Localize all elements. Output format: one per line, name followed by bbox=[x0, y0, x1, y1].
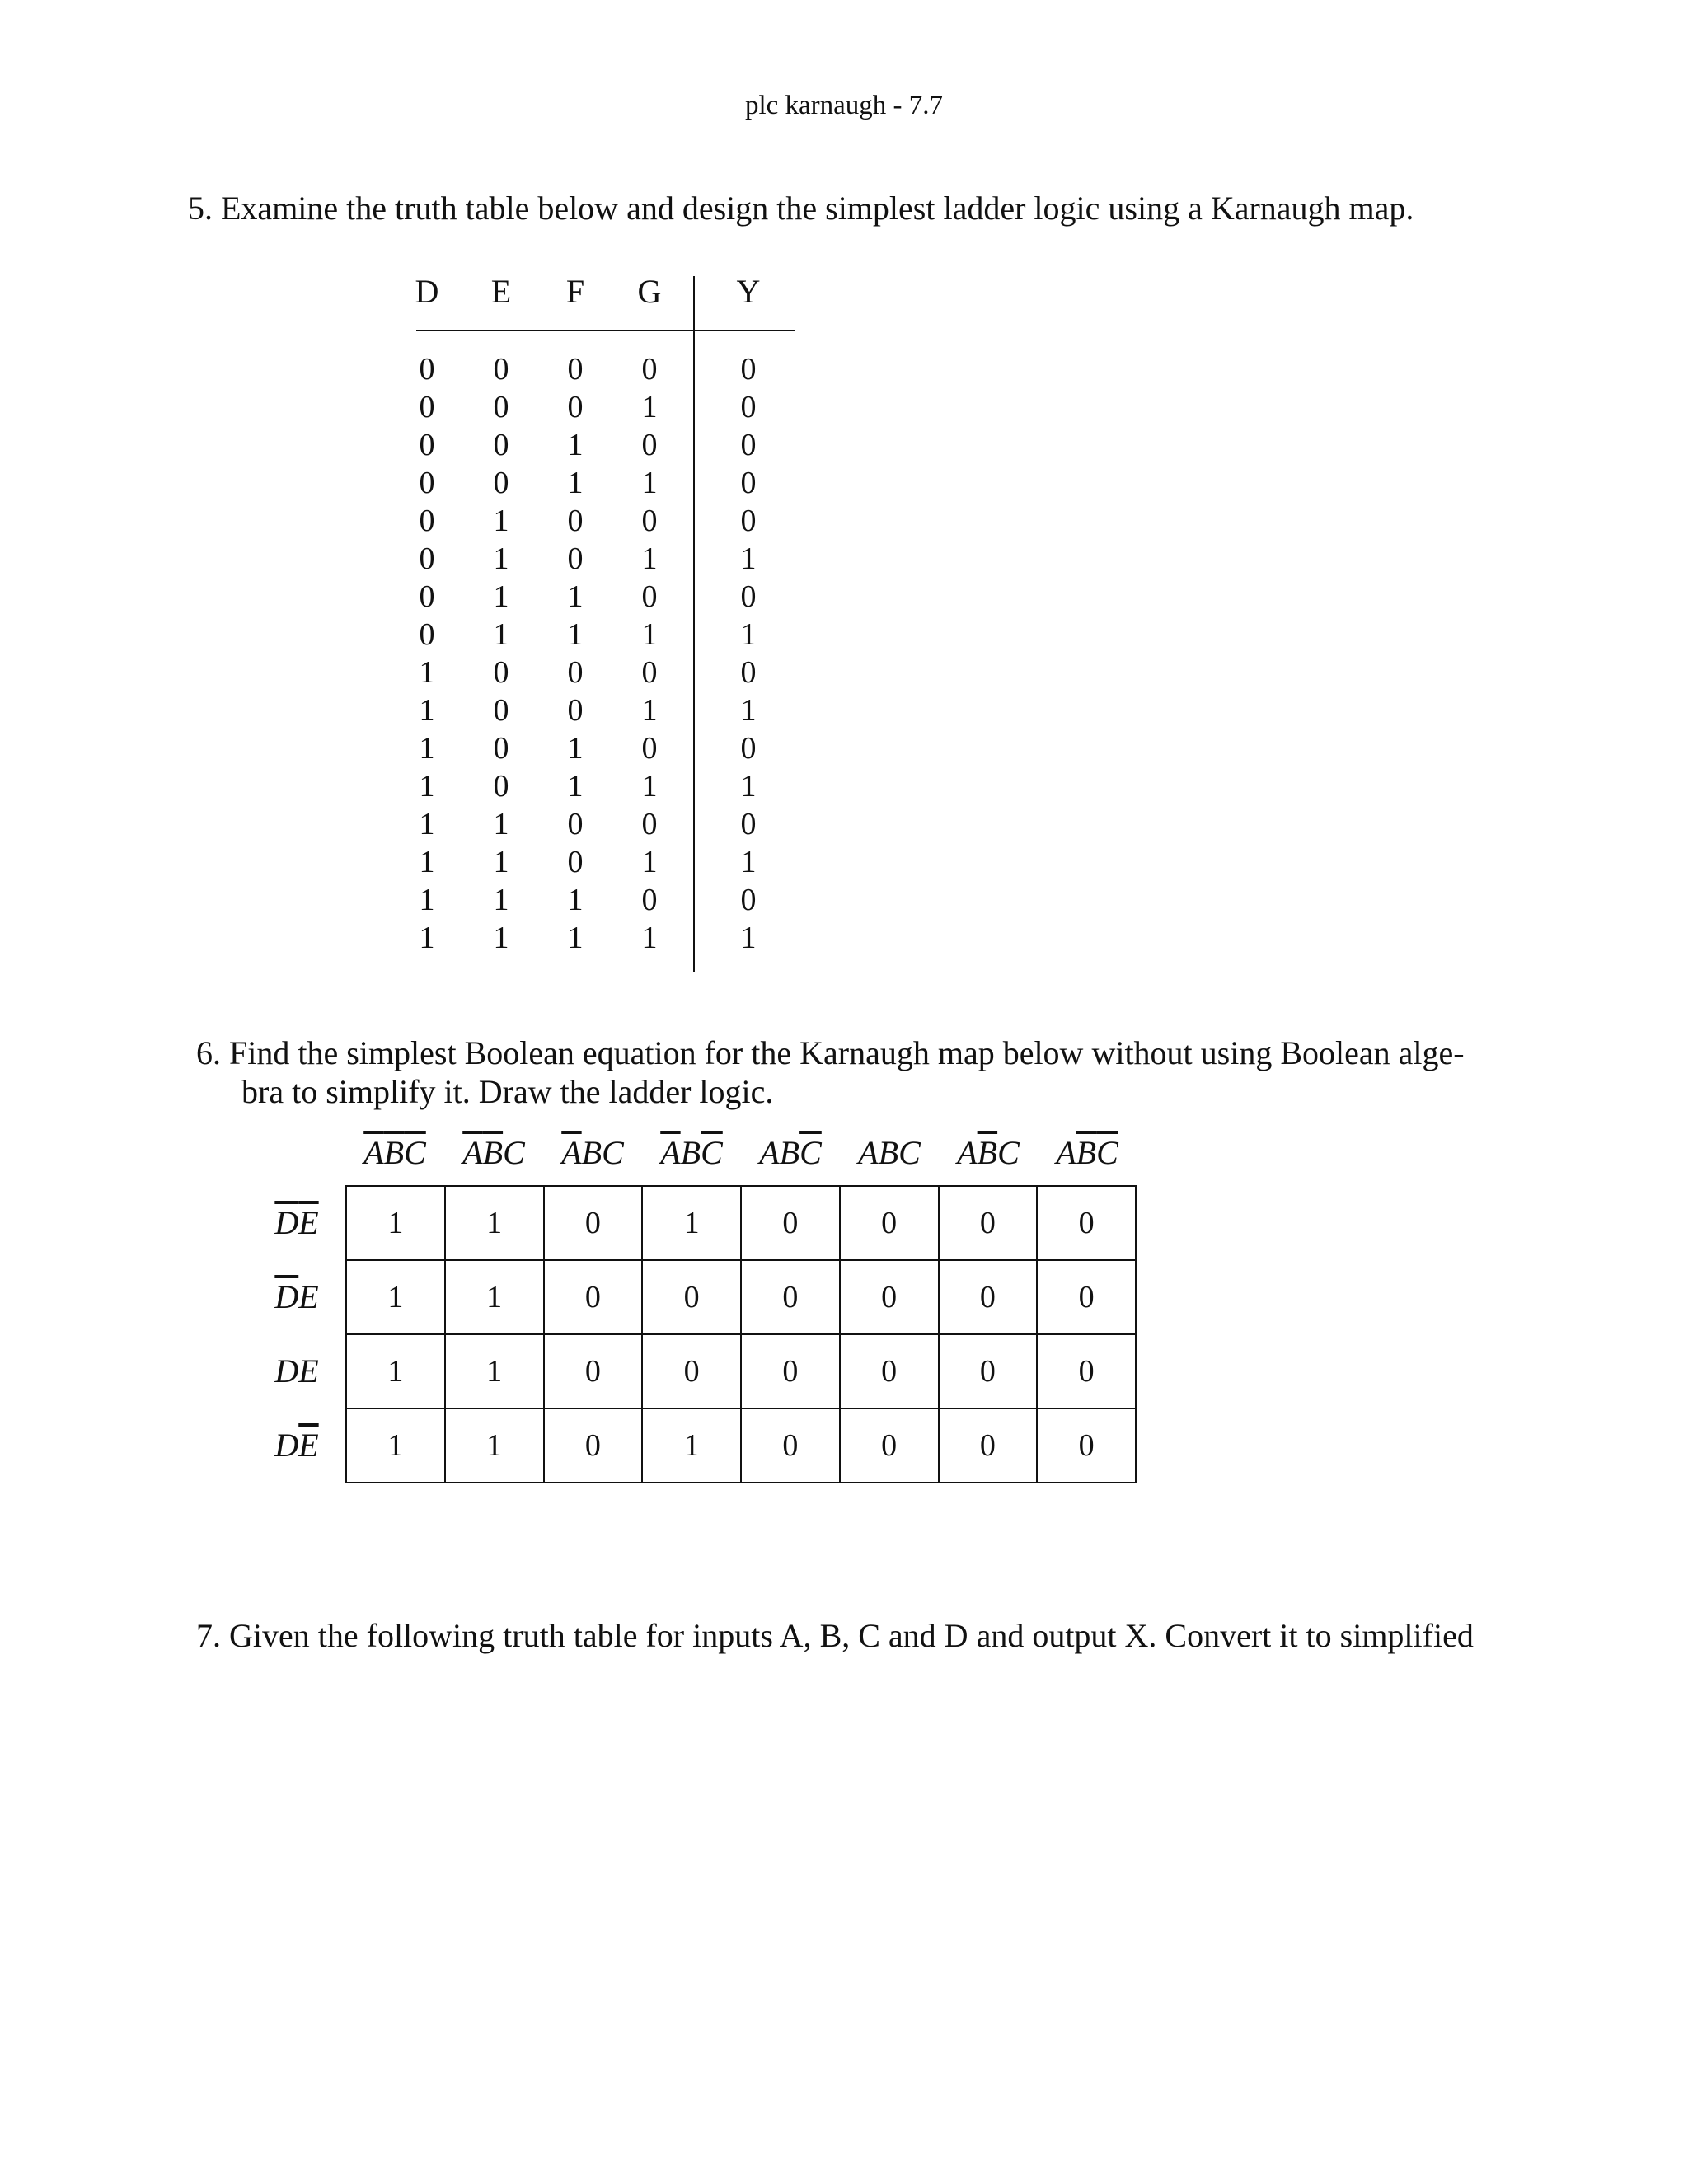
truth-table-cell: 0 bbox=[740, 352, 757, 387]
kmap-cell: 0 bbox=[939, 1260, 1038, 1334]
truth-table-cell: 0 bbox=[493, 655, 509, 690]
truth-table-cell: 0 bbox=[419, 541, 435, 576]
kmap-cell: 0 bbox=[1037, 1334, 1136, 1408]
truth-table-cell: 1 bbox=[567, 617, 584, 652]
truth-table-cell: 0 bbox=[419, 579, 435, 614]
truth-table-cell: 1 bbox=[641, 390, 658, 424]
truth-table-divider-vertical bbox=[693, 276, 695, 972]
kmap-cell: 0 bbox=[544, 1408, 643, 1483]
truth-table-cell: 1 bbox=[740, 845, 757, 879]
literal: $\overline{B}$ bbox=[383, 1134, 405, 1171]
question-7-text: 7. Given the following truth table for inputs A, B, C and D and output X. Convert it to simplified bbox=[196, 1617, 1474, 1654]
truth-table-cell: 0 bbox=[740, 807, 757, 841]
truth-table-cell: 0 bbox=[419, 504, 435, 538]
truth-table-cell: 0 bbox=[567, 390, 584, 424]
truth-table-cell: 0 bbox=[493, 428, 509, 462]
literal: D bbox=[274, 1352, 299, 1390]
literal: B bbox=[581, 1134, 603, 1171]
kmap-cell: 0 bbox=[642, 1260, 741, 1334]
truth-table-cell: 1 bbox=[419, 921, 435, 955]
truth-table-cell: 1 bbox=[419, 693, 435, 728]
truth-table-cell: 0 bbox=[740, 504, 757, 538]
literal: C bbox=[898, 1134, 921, 1171]
truth-table-cell: 0 bbox=[740, 428, 757, 462]
truth-table-cell: 0 bbox=[567, 693, 584, 728]
kmap-row-header bbox=[264, 1277, 330, 1316]
kmap-cell: 0 bbox=[1037, 1408, 1136, 1483]
truth-table-cell: 1 bbox=[493, 579, 509, 614]
truth-table-cell: 0 bbox=[567, 845, 584, 879]
literal: A bbox=[858, 1134, 879, 1171]
kmap-column-header bbox=[840, 1133, 939, 1172]
literal: E bbox=[298, 1352, 319, 1390]
truth-table-cell: 1 bbox=[567, 921, 584, 955]
kmap-cell: 1 bbox=[445, 1260, 544, 1334]
truth-table-cell: 1 bbox=[740, 693, 757, 728]
kmap-cell: 0 bbox=[1037, 1186, 1136, 1260]
truth-table-cell: 0 bbox=[567, 655, 584, 690]
kmap-column-header bbox=[642, 1133, 741, 1172]
kmap-cell: 0 bbox=[840, 1334, 939, 1408]
truth-table-cell: 1 bbox=[641, 769, 658, 804]
truth-table-cell: 1 bbox=[419, 845, 435, 879]
truth-table-cell: 0 bbox=[740, 655, 757, 690]
truth-table-cell: 0 bbox=[493, 769, 509, 804]
kmap-cell: 1 bbox=[642, 1186, 741, 1260]
truth-table-cell: 0 bbox=[641, 883, 658, 917]
truth-table-cell: 1 bbox=[493, 845, 509, 879]
kmap-cell: 0 bbox=[544, 1186, 643, 1260]
truth-table-cell: 1 bbox=[567, 883, 584, 917]
literal: $\overline{D}$ bbox=[274, 1278, 299, 1315]
truth-table-cell: 0 bbox=[641, 807, 658, 841]
truth-table-cell: 0 bbox=[641, 428, 658, 462]
kmap-cell: 0 bbox=[939, 1408, 1038, 1483]
truth-table-cell: 0 bbox=[493, 390, 509, 424]
kmap-cell: 0 bbox=[1037, 1260, 1136, 1334]
literal: C bbox=[602, 1134, 624, 1171]
truth-table-cell: 1 bbox=[493, 807, 509, 841]
literal: $\overline{C}$ bbox=[404, 1134, 426, 1171]
truth-table-cell: 1 bbox=[419, 883, 435, 917]
truth-table-header-g: G bbox=[637, 273, 662, 310]
literal: A bbox=[957, 1134, 978, 1171]
kmap-column-header bbox=[543, 1133, 642, 1172]
kmap-cell: 1 bbox=[445, 1408, 544, 1483]
kmap-cell: 0 bbox=[642, 1334, 741, 1408]
truth-table-header-y: Y bbox=[736, 273, 761, 310]
truth-table-cell: 0 bbox=[641, 731, 658, 766]
kmap-cell: 1 bbox=[642, 1408, 741, 1483]
truth-table-cell: 1 bbox=[740, 769, 757, 804]
kmap-cell: 1 bbox=[445, 1334, 544, 1408]
literal: $\overline{A}$ bbox=[363, 1134, 384, 1171]
literal: A bbox=[1056, 1134, 1076, 1171]
truth-table-cell: 0 bbox=[419, 390, 435, 424]
literal: C bbox=[997, 1134, 1020, 1171]
truth-table-cell: 1 bbox=[493, 921, 509, 955]
truth-table-cell: 1 bbox=[567, 579, 584, 614]
kmap-cell: 0 bbox=[840, 1408, 939, 1483]
truth-table-cell: 1 bbox=[567, 769, 584, 804]
truth-table-cell: 0 bbox=[740, 466, 757, 500]
kmap-cell: 1 bbox=[346, 1334, 445, 1408]
truth-table-cell: 1 bbox=[740, 921, 757, 955]
kmap-cell: 0 bbox=[741, 1260, 840, 1334]
truth-table-cell: 1 bbox=[493, 541, 509, 576]
kmap-cell: 0 bbox=[741, 1186, 840, 1260]
truth-table-cell: 1 bbox=[641, 466, 658, 500]
kmap-cell: 0 bbox=[544, 1260, 643, 1334]
literal: $\overline{A}$ bbox=[561, 1134, 582, 1171]
kmap-cell: 0 bbox=[939, 1334, 1038, 1408]
literal: $\overline{D}$ bbox=[274, 1204, 299, 1241]
truth-table-cell: 1 bbox=[641, 693, 658, 728]
question-6-text-line2: bra to simplify it. Draw the ladder logic. bbox=[241, 1073, 774, 1110]
truth-table-cell: 1 bbox=[641, 617, 658, 652]
literal: E bbox=[298, 1278, 319, 1315]
kmap-row-header bbox=[264, 1352, 330, 1390]
literal: $\overline{C}$ bbox=[799, 1134, 822, 1171]
truth-table-header-e: E bbox=[490, 273, 512, 310]
truth-table-cell: 0 bbox=[567, 352, 584, 387]
kmap-row bbox=[346, 1186, 1136, 1260]
truth-table-cell: 0 bbox=[567, 541, 584, 576]
literal: $\overline{B}$ bbox=[482, 1134, 504, 1171]
truth-table-cell: 1 bbox=[641, 921, 658, 955]
kmap-column-header bbox=[741, 1133, 840, 1172]
kmap-row-header bbox=[264, 1203, 330, 1242]
truth-table-cell: 0 bbox=[740, 390, 757, 424]
truth-table-cell: 1 bbox=[419, 807, 435, 841]
kmap-cell: 1 bbox=[346, 1260, 445, 1334]
karnaugh-map bbox=[345, 1185, 1137, 1483]
truth-table-cell: 1 bbox=[567, 731, 584, 766]
truth-table-cell: 0 bbox=[419, 352, 435, 387]
truth-table-cell: 0 bbox=[641, 352, 658, 387]
literal: B bbox=[680, 1134, 701, 1171]
truth-table-cell: 1 bbox=[740, 541, 757, 576]
page-header: plc karnaugh - 7.7 bbox=[744, 91, 944, 120]
kmap-cell: 0 bbox=[741, 1408, 840, 1483]
literal: $\overline{E}$ bbox=[298, 1204, 319, 1241]
truth-table-cell: 1 bbox=[740, 617, 757, 652]
truth-table-cell: 0 bbox=[740, 883, 757, 917]
truth-table-cell: 0 bbox=[567, 504, 584, 538]
kmap-cell: 1 bbox=[346, 1408, 445, 1483]
truth-table-cell: 1 bbox=[419, 655, 435, 690]
kmap-column-header bbox=[1038, 1133, 1137, 1172]
literal: A bbox=[759, 1134, 780, 1171]
truth-table-cell: 0 bbox=[567, 807, 584, 841]
literal: $\overline{B}$ bbox=[977, 1134, 998, 1171]
kmap-row-header bbox=[264, 1426, 330, 1465]
truth-table-divider-horizontal bbox=[416, 330, 795, 331]
kmap-row bbox=[346, 1260, 1136, 1334]
truth-table-cell: 0 bbox=[740, 731, 757, 766]
truth-table-cell: 1 bbox=[493, 883, 509, 917]
truth-table-cell: 0 bbox=[641, 579, 658, 614]
literal: B bbox=[878, 1134, 899, 1171]
truth-table-cell: 0 bbox=[419, 428, 435, 462]
kmap-row bbox=[346, 1334, 1136, 1408]
truth-table-cell: 0 bbox=[493, 731, 509, 766]
truth-table-cell: 0 bbox=[493, 693, 509, 728]
literal: $\overline{C}$ bbox=[1096, 1134, 1118, 1171]
literal: $\overline{B}$ bbox=[1076, 1134, 1097, 1171]
literal: C bbox=[503, 1134, 525, 1171]
truth-table-cell: 0 bbox=[493, 466, 509, 500]
truth-table-cell: 1 bbox=[493, 617, 509, 652]
truth-table-cell: 0 bbox=[740, 579, 757, 614]
kmap-cell: 1 bbox=[346, 1186, 445, 1260]
truth-table-cell: 0 bbox=[419, 466, 435, 500]
kmap-cell: 0 bbox=[544, 1334, 643, 1408]
truth-table-header-f: F bbox=[565, 273, 585, 310]
kmap-cell: 1 bbox=[445, 1186, 544, 1260]
kmap-cell: 0 bbox=[741, 1334, 840, 1408]
literal: $\overline{E}$ bbox=[298, 1427, 319, 1464]
truth-table-header-d: D bbox=[415, 273, 439, 310]
kmap-cell: 0 bbox=[840, 1260, 939, 1334]
truth-table-cell: 1 bbox=[493, 504, 509, 538]
kmap-row bbox=[346, 1408, 1136, 1483]
kmap-column-header bbox=[444, 1133, 543, 1172]
truth-table-cell: 1 bbox=[567, 466, 584, 500]
question-5-text: 5. Examine the truth table below and design the simplest ladder logic using a Karnaugh map. bbox=[188, 190, 1414, 227]
literal: $\overline{A}$ bbox=[462, 1134, 483, 1171]
kmap-column-header bbox=[345, 1133, 444, 1172]
kmap-column-header bbox=[939, 1133, 1038, 1172]
literal: B bbox=[779, 1134, 800, 1171]
truth-table-cell: 1 bbox=[419, 731, 435, 766]
truth-table-cell: 1 bbox=[567, 428, 584, 462]
kmap-cell: 0 bbox=[939, 1186, 1038, 1260]
question-6-text-line1: 6. Find the simplest Boolean equation for the Karnaugh map below without using Boolean alge- bbox=[196, 1034, 1465, 1071]
truth-table-cell: 1 bbox=[419, 769, 435, 804]
truth-table-cell: 0 bbox=[419, 617, 435, 652]
literal: $\overline{A}$ bbox=[660, 1134, 681, 1171]
truth-table-cell: 0 bbox=[641, 504, 658, 538]
truth-table-cell: 0 bbox=[493, 352, 509, 387]
kmap-cell: 0 bbox=[840, 1186, 939, 1260]
truth-table-cell: 1 bbox=[641, 541, 658, 576]
truth-table-cell: 0 bbox=[641, 655, 658, 690]
literal: $\overline{C}$ bbox=[701, 1134, 723, 1171]
literal: D bbox=[274, 1427, 299, 1464]
truth-table-cell: 1 bbox=[641, 845, 658, 879]
